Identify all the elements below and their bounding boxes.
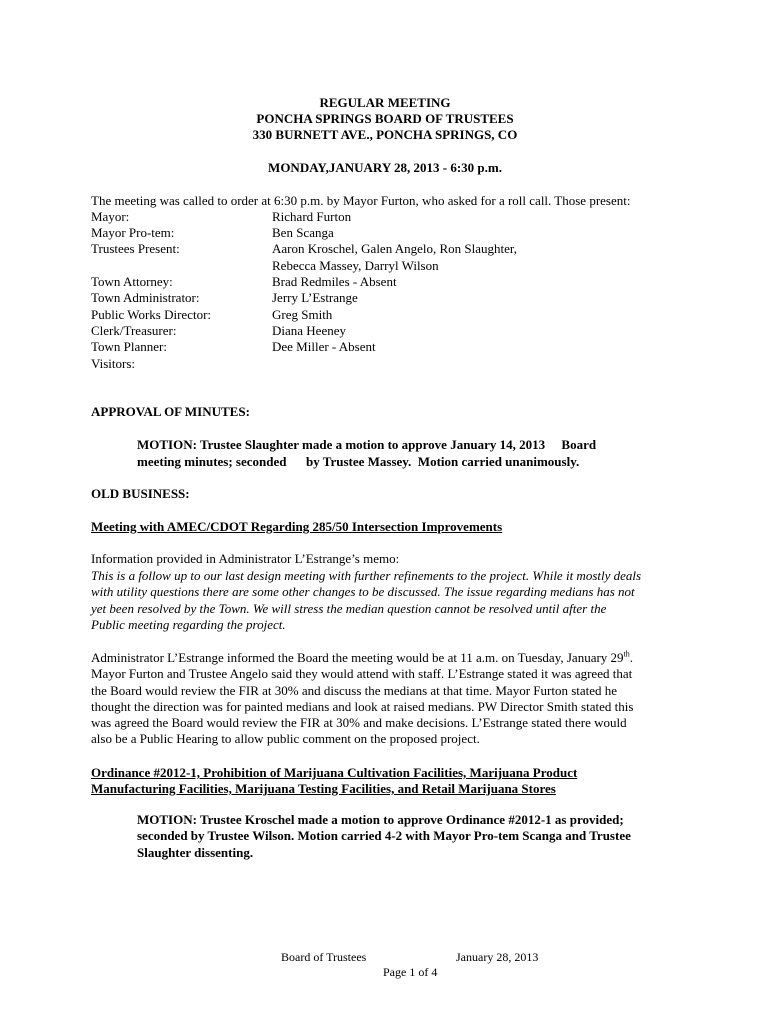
roll-label: Town Attorney:: [91, 274, 173, 289]
roll-label: Mayor Pro-tem:: [91, 225, 175, 240]
meeting-address: 330 BURNETT AVE., PONCHA SPRINGS, CO: [252, 127, 518, 142]
discussion-line: also be a Public Hearing to allow public comment on the proposed project.: [91, 731, 480, 747]
approval-motion-line: MOTION: Trustee Slaughter made a motion to approve January 14, 2013 Board: [137, 437, 597, 452]
memo-line: yet been resolved by the Town. We will stress the median question cannot be resolved until after the: [91, 600, 607, 616]
roll-value: Rebecca Massey, Darryl Wilson: [272, 258, 439, 273]
ordinance-motion-line: MOTION: Trustee Kroschel made a motion to approve Ordinance #2012-1 as provided;: [137, 812, 624, 827]
roll-value: Richard Furton: [272, 209, 352, 224]
footer-left: Board of Trustees: [281, 950, 367, 964]
item-title-ordinance: Ordinance #2012-1, Prohibition of Marijuana Cultivation Facilities, Marijuana Product: [91, 765, 578, 780]
roll-label: Clerk/Treasurer:: [91, 323, 177, 338]
discussion-line: thought the direction was for painted medians and look at raised medians. PW Director Smith stated this: [91, 698, 634, 714]
roll-value: Ben Scanga: [272, 225, 334, 240]
roll-value: Aaron Kroschel, Galen Angelo, Ron Slaughter,: [272, 241, 517, 256]
approval-heading: APPROVAL OF MINUTES:: [91, 404, 250, 419]
roll-label: Trustees Present:: [91, 241, 180, 256]
discussion-line: [91, 650, 683, 666]
roll-label: Mayor:: [91, 209, 130, 224]
discussion-line: Mayor Furton and Trustee Angelo said they would attend with staff. L’Estrange stated it was agreed that: [91, 666, 633, 682]
memo-quote: [91, 568, 683, 633]
discussion-line: was agreed the Board would review the FIR at 30% and make decisions. L’Estrange stated there would: [91, 715, 627, 731]
page-number: Page 1 of 4: [383, 965, 438, 979]
discussion-text: Administrator L’Estrange informed the Board the meeting would be at 11 a.m. on Tuesday, January 29: [91, 650, 624, 665]
meeting-type: REGULAR MEETING: [319, 95, 451, 110]
item-title-amec-cdot: Meeting with AMEC/CDOT Regarding 285/50 Intersection Improvements: [91, 519, 503, 534]
approval-motion-line: meeting minutes; seconded by Trustee Massey. Motion carried unanimously.: [137, 454, 580, 469]
item-title-ordinance: Manufacturing Facilities, Marijuana Testing Facilities, and Retail Marijuana Stores: [91, 781, 556, 796]
roll-value: Brad Redmiles - Absent: [272, 274, 397, 289]
roll-value: Greg Smith: [272, 307, 333, 322]
board-name: PONCHA SPRINGS BOARD OF TRUSTEES: [256, 111, 514, 126]
footer-date: January 28, 2013: [456, 950, 539, 964]
ordinal-suffix: th: [623, 649, 630, 659]
memo-line: with utility questions there are some other changes to be discussed. The issue regarding medians has not: [91, 584, 635, 600]
roll-label: Visitors:: [91, 356, 136, 371]
roll-label: Town Administrator:: [91, 290, 200, 305]
ordinance-motion-line: seconded by Trustee Wilson. Motion carried 4-2 with Mayor Pro-tem Scanga and Trustee: [137, 828, 631, 844]
ordinance-motion: [137, 812, 631, 861]
old-business-heading: OLD BUSINESS:: [91, 486, 190, 501]
roll-label: Town Planner:: [91, 339, 167, 354]
roll-value: Jerry L’Estrange: [272, 290, 358, 305]
roll-label: Public Works Director:: [91, 307, 212, 322]
meeting-date: MONDAY,JANUARY 28, 2013 - 6:30 p.m.: [268, 160, 502, 175]
roll-value: Diana Heeney: [272, 323, 346, 338]
roll-value: Dee Miller - Absent: [272, 339, 376, 354]
ordinance-motion-line: Slaughter dissenting.: [137, 844, 254, 860]
memo-intro: Information provided in Administrator L’Estrange’s memo:: [91, 551, 400, 566]
discussion-paragraph: [91, 650, 683, 748]
memo-line: This is a follow up to our last design meeting with further refinements to the project. While it mostly deals: [91, 568, 642, 583]
memo-line: Public meeting regarding the project.: [91, 616, 286, 632]
discussion-period: .: [629, 650, 634, 665]
intro-text: The meeting was called to order at 6:30 p.m. by Mayor Furton, who asked for a roll call. Those present:: [91, 193, 631, 208]
discussion-line: the Board would review the FIR at 30% and discuss the medians at that time. Mayor Furton stated he: [91, 682, 618, 698]
